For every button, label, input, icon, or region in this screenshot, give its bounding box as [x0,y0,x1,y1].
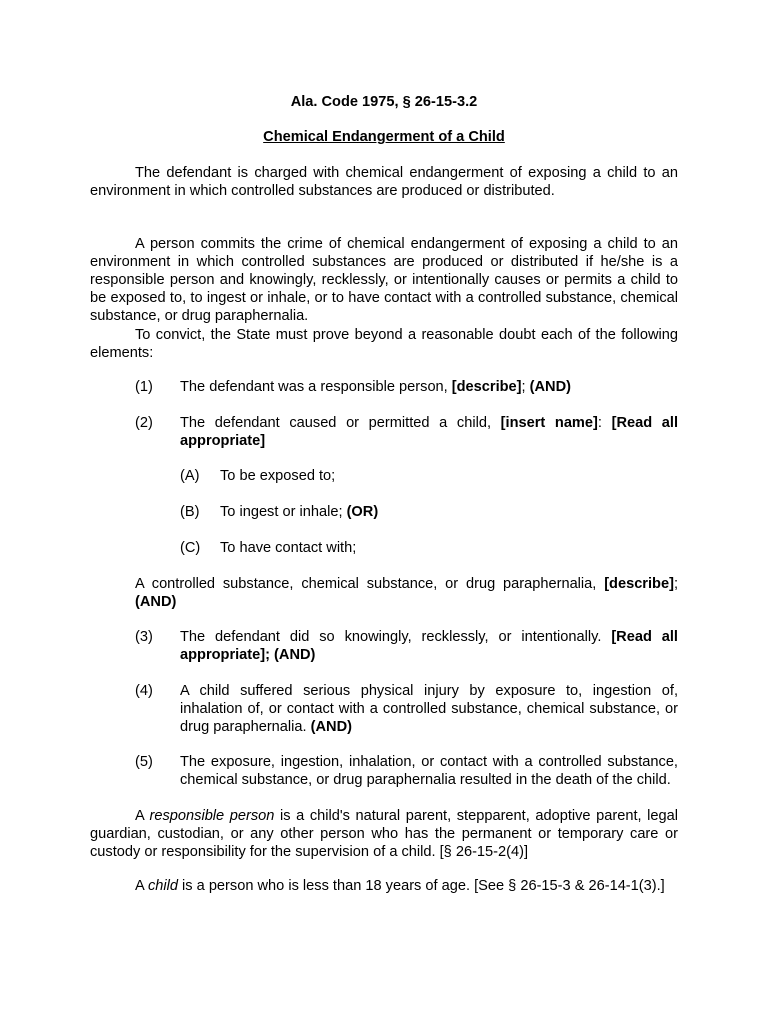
elements-intro-paragraph: To convict, the State must prove beyond a reasonable doubt each of the following elements: [90,327,678,361]
element-text: The exposure, ingestion, inhalation, or contact with a controlled substance, chemical substance, or drug paraphernalia resulted in the death of the child. [180,754,678,788]
substance-text: A controlled substance, chemical substance, or drug paraphernalia, [135,576,605,592]
element-number: (3) [135,629,153,645]
responsible-person-definition [90,807,678,861]
definition-text: is a child's natural parent, stepparent, adoptive parent, legal guardian, custodian, or any other person who has the permanent or temporary care or custody or responsibility for the supervision of a child. [§ 26-15-2(4)] [90,808,678,860]
element-text [180,682,678,736]
substance-separator: ; [673,576,678,592]
child-definition [90,877,678,895]
element-bold-read-all: [Read all appropriate]; (AND) [180,629,678,663]
sub-element-letter: (B) [180,504,200,520]
element-bold-and: (AND) [310,719,352,735]
element-text-plain: The defendant did so knowingly, recklessly, or intentionally. [180,629,612,645]
intro-paragraph: The defendant is charged with chemical endangerment of exposing a child to an environment in which controlled substances are produced or distributed. [90,165,678,199]
definition-article: A [135,878,148,894]
definition-paragraph: A person commits the crime of chemical endangerment of exposing a child to an environment in which controlled substances are produced or distributed if he/she is a responsible person and knowingly, recklessly, or intentionally causes or permits a child to be exposed to, to ingest or inhale, or to have contact with a controlled substance, chemical substance, or drug paraphernalia. [90,236,678,324]
element-text-plain: The defendant was a responsible person, [180,379,452,395]
definition-article: A [135,808,150,824]
element-bold-insert-name: [insert name] [500,415,598,431]
sub-element-letter: (C) [180,540,201,556]
sub-element-text: To have contact with; [220,540,357,556]
element-text [180,628,678,664]
element-number: (5) [135,754,153,770]
sub-element-letter: (A) [180,468,200,484]
element-number: (2) [135,415,153,431]
sub-element-text-plain: To ingest or inhale; [220,504,347,520]
element-separator: : [597,415,612,431]
definition-term: child [147,878,178,894]
element-text [180,414,678,450]
element-bold-read-all: [Read all appropriate] [180,415,679,449]
element-separator: ; [521,379,530,395]
subtitle-text: Chemical Endangerment of a Child [263,129,505,145]
element-bold-and: (AND) [529,379,571,395]
element-number: (4) [135,683,153,699]
element-number: (1) [135,379,153,395]
element-text [180,378,678,396]
definition-term: responsible person [149,808,275,824]
document-title: Ala. Code 1975, § 26-15-3.2 [290,94,478,110]
element-text-plain: A child suffered serious physical injury by exposure to, ingestion of, inhalation of, or contact with a controlled substance, chemical substance, or drug paraphernalia. [180,683,678,735]
substance-bold-describe: [describe] [604,576,674,592]
substance-bold-and: (AND) [135,594,177,610]
document-subtitle [90,128,678,146]
definition-text: is a person who is less than 18 years of age. [See § 26-15-3 & 26-14-1(3).] [178,878,665,894]
element-text-plain: The defendant caused or permitted a child, [180,415,501,431]
sub-element-text: To be exposed to; [220,468,336,484]
substance-paragraph [135,575,678,611]
sub-element-text [220,503,378,521]
element-bold-describe: [describe] [451,379,522,395]
sub-element-bold-or: (OR) [346,504,379,520]
